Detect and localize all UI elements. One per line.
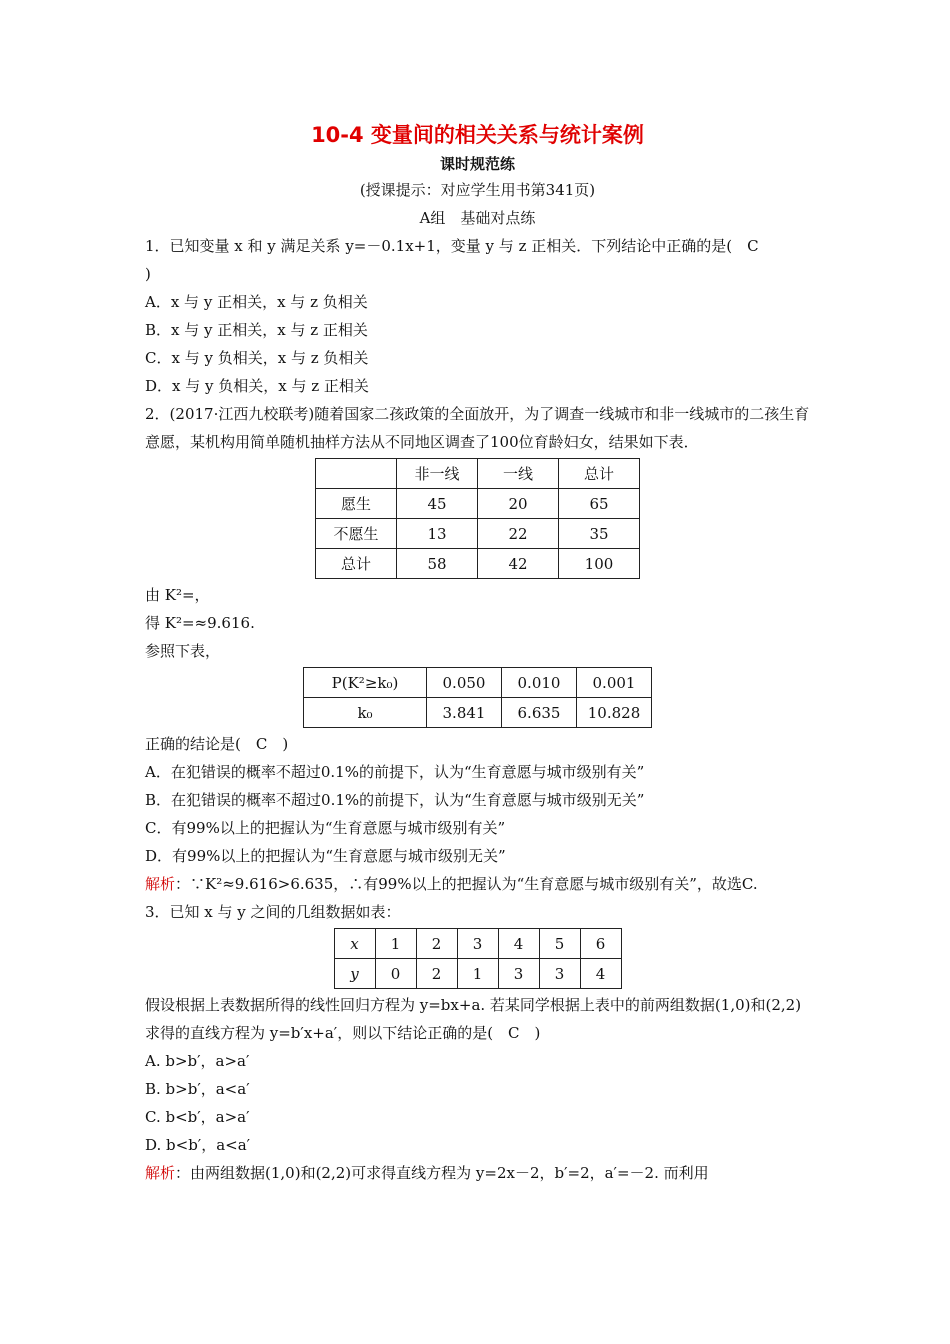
k-squared-result: 得 K²=≈9.616.	[145, 614, 255, 632]
table-cell: 10.828	[577, 698, 652, 728]
question-2-conclusion: 正确的结论是( C )	[145, 735, 289, 753]
question-3-analysis	[145, 1159, 810, 1187]
question-1-option-c: C．x 与 y 负相关，x 与 z 负相关	[145, 349, 369, 367]
question-3-paragraph: 假设根据上表数据所得的线性回归方程为 y=bx+a. 若某同学根据上表中的前两组数据(1,0)和(2,2)求得的直线方程为 y=b′x+a′，则以下结论正确的是( C )	[145, 996, 802, 1042]
table-cell: 1	[375, 929, 416, 959]
table-cell: 总计	[316, 549, 397, 579]
table-cell: 13	[397, 519, 478, 549]
table-cell: 35	[559, 519, 640, 549]
table-cell: 1	[457, 959, 498, 989]
table-cell: 20	[478, 489, 559, 519]
analysis-text: ：∵K²≈9.616>6.635，∴有99%以上的把握认为“生育意愿与城市级别有关”，故选C.	[175, 875, 758, 893]
table-cell	[316, 459, 397, 489]
table-cell: 65	[559, 489, 640, 519]
question-1-option-b: B．x 与 y 正相关，x 与 z 正相关	[145, 321, 368, 339]
table-cell: y	[334, 959, 375, 989]
table-row	[304, 668, 652, 698]
document-page	[145, 118, 810, 1187]
table-cell: 45	[397, 489, 478, 519]
table-cell: 6	[580, 929, 621, 959]
group-heading: A组 基础对点练	[419, 209, 536, 227]
table-cell: 0.001	[577, 668, 652, 698]
xy-data-table	[334, 928, 622, 989]
fertility-survey-table	[315, 458, 640, 579]
table-cell: 3	[457, 929, 498, 959]
table-row	[334, 929, 621, 959]
table-cell: 4	[498, 929, 539, 959]
page-title: 10-4 变量间的相关关系与统计案例	[311, 123, 644, 147]
question-2-option-c: C．有99%以上的把握认为“生育意愿与城市级别有关”	[145, 819, 506, 837]
table-cell: 58	[397, 549, 478, 579]
question-3-option-a: A. b>b′，a>a′	[145, 1052, 250, 1070]
table-cell: x	[334, 929, 375, 959]
question-1	[145, 232, 810, 400]
table-row	[334, 959, 621, 989]
table-cell: 3	[539, 959, 580, 989]
question-2	[145, 400, 810, 898]
table-cell: k₀	[304, 698, 427, 728]
analysis-text: ：由两组数据(1,0)和(2,2)可求得直线方程为 y=2x－2，b′=2，a′=－2. 而利用	[175, 1164, 709, 1182]
question-3-option-c: C. b<b′，a>a′	[145, 1108, 250, 1126]
table-row	[316, 549, 640, 579]
usage-hint: (授课提示：对应学生用书第341页)	[359, 181, 596, 199]
table-cell: 5	[539, 929, 580, 959]
table-cell: 2	[416, 959, 457, 989]
question-2-option-d: D．有99%以上的把握认为“生育意愿与城市级别无关”	[145, 847, 506, 865]
table-cell: 6.635	[502, 698, 577, 728]
question-3-stem: 3．已知 x 与 y 之间的几组数据如表：	[145, 903, 401, 921]
table-cell: 不愿生	[316, 519, 397, 549]
question-1-option-a: A．x 与 y 正相关，x 与 z 负相关	[145, 293, 368, 311]
table-cell: P(K²≥k₀)	[304, 668, 427, 698]
table-cell: 2	[416, 929, 457, 959]
table-row	[304, 698, 652, 728]
table-cell: 3	[498, 959, 539, 989]
table-cell: 0.010	[502, 668, 577, 698]
question-3-option-d: D. b<b′，a<a′	[145, 1136, 251, 1154]
table-cell: 非一线	[397, 459, 478, 489]
table-cell: 0	[375, 959, 416, 989]
reference-line: 参照下表，	[145, 642, 221, 660]
analysis-label: 解析	[145, 875, 176, 893]
question-1-option-d: D．x 与 y 负相关，x 与 z 正相关	[145, 377, 369, 395]
table-cell: 愿生	[316, 489, 397, 519]
table-cell: 22	[478, 519, 559, 549]
table-cell: 0.050	[427, 668, 502, 698]
question-3	[145, 898, 810, 1187]
table-cell: 3.841	[427, 698, 502, 728]
table-cell: 42	[478, 549, 559, 579]
table-row	[316, 519, 640, 549]
table-cell: 4	[580, 959, 621, 989]
table-header-row	[316, 459, 640, 489]
table-cell: 总计	[559, 459, 640, 489]
question-1-stem-close: )	[145, 265, 151, 283]
question-1-stem: 1．已知变量 x 和 y 满足关系 y=－0.1x+1，变量 y 与 z 正相关．下列结论中正确的是( C	[145, 237, 759, 255]
question-2-stem: 2．(2017·江西九校联考)随着国家二孩政策的全面放开，为了调查一线城市和非一线城市的二孩生育意愿，某机构用简单随机抽样方法从不同地区调查了100位育龄妇女，结果如下表．	[145, 405, 810, 451]
table-cell: 一线	[478, 459, 559, 489]
table-row	[316, 489, 640, 519]
question-2-analysis	[145, 870, 810, 898]
question-2-option-b: B．在犯错误的概率不超过0.1%的前提下，认为“生育意愿与城市级别无关”	[145, 791, 645, 809]
table-cell: 100	[559, 549, 640, 579]
k-squared-formula: 由 K²=，	[145, 586, 210, 604]
question-3-option-b: B. b>b′，a<a′	[145, 1080, 250, 1098]
page-subtitle: 课时规范练	[439, 155, 515, 173]
question-2-option-a: A．在犯错误的概率不超过0.1%的前提下，认为“生育意愿与城市级别有关”	[145, 763, 645, 781]
critical-value-table	[303, 667, 652, 728]
analysis-label: 解析	[145, 1164, 176, 1182]
